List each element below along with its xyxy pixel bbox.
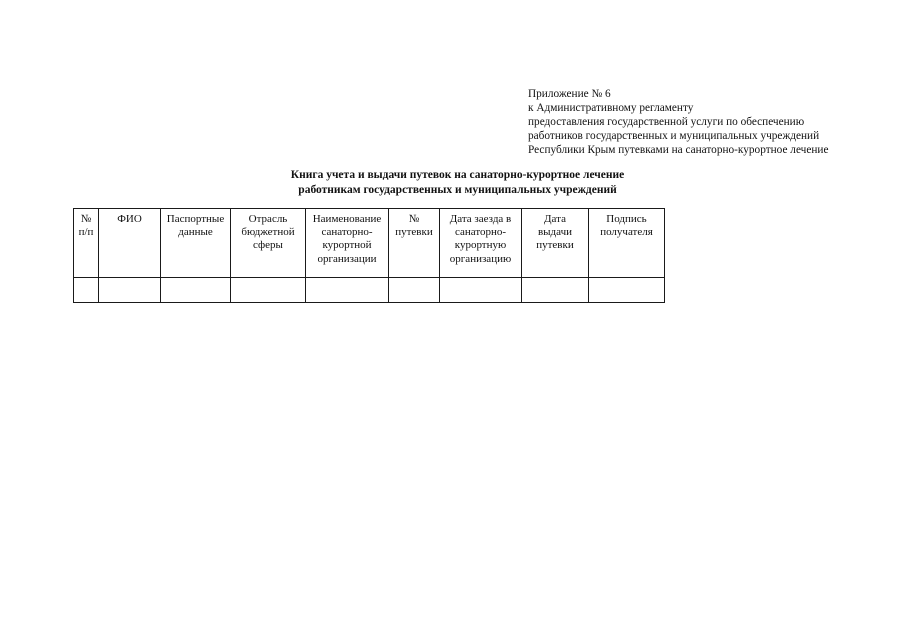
column-header-budget-sector: Отрасль бюджетной сферы [231,209,306,278]
appendix-line: к Административному регламенту [528,101,694,114]
appendix-header [528,88,828,158]
column-header-passport: Паспортные данные [161,209,231,278]
column-header-sanatorium-name: Наименование санаторно- курортной организации [306,209,389,278]
table-cell [74,278,99,303]
document-title [0,168,901,197]
document-title-line: Книга учета и выдачи путевок на санаторно-курортное лечение [290,169,625,181]
table-row [74,278,665,303]
appendix-line: работников государственных и муниципальных учреждений [528,129,820,142]
document-title-line: работникам государственных и муниципальных учреждений [298,183,617,196]
table-cell [440,278,522,303]
table-cell [389,278,440,303]
appendix-line: Приложение № 6 [528,88,611,100]
appendix-line: предоставления государственной услуги по обеспечению [528,115,805,128]
table-cell [589,278,665,303]
column-header-full-name: ФИО [99,209,161,278]
column-header-voucher-number: № путевки [389,209,440,278]
table-header-row [74,209,665,278]
table-cell [522,278,589,303]
appendix-line: Республики Крым путевками на санаторно-курортное лечение [528,143,829,156]
column-header-issue-date: Дата выдачи путевки [522,209,589,278]
table-cell [99,278,161,303]
column-header-check-in-date: Дата заезда в санаторно- курортную организацию [440,209,522,278]
voucher-registry-table [73,208,665,303]
table-cell [231,278,306,303]
column-header-recipient-signature: Подпись получателя [589,209,665,278]
table-cell [306,278,389,303]
table-cell [161,278,231,303]
column-header-number: № п/п [74,209,99,278]
